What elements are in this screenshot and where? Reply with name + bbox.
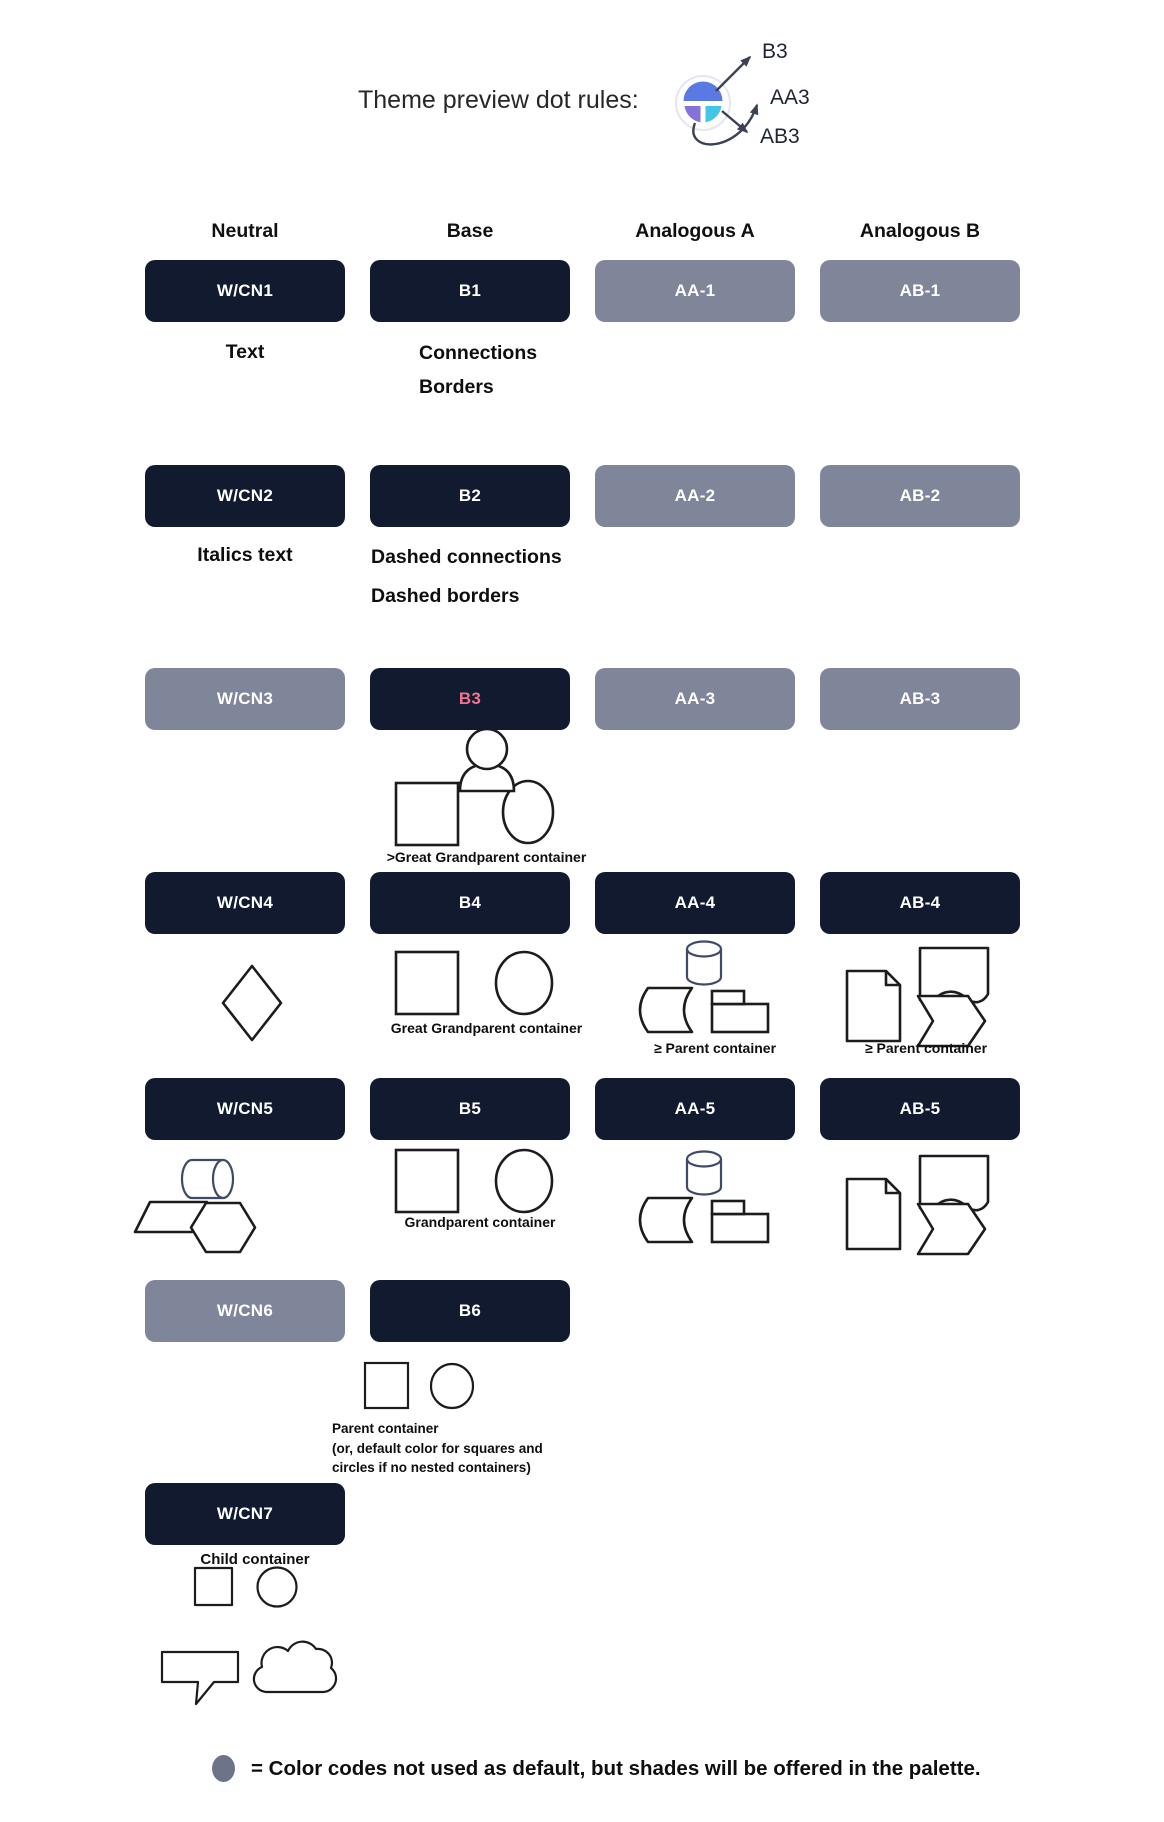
square-shape <box>396 783 458 845</box>
swatch-wcn1: W/CN1 <box>145 260 345 322</box>
aa5-cylinder-stored-data-rectangles <box>640 1152 768 1243</box>
swatch-b1: B1 <box>370 260 570 322</box>
wcn7-shapes <box>162 1568 336 1705</box>
swatch-wcn4: W/CN4 <box>145 872 345 934</box>
legend-text: = Color codes not used as default, but shades will be offered in the palette. <box>251 1756 981 1780</box>
b3-person-square-ellipse-shapes <box>396 729 553 845</box>
caption-ge-parent-aa: ≥ Parent container <box>653 1040 777 1056</box>
dot-label-b3: B3 <box>762 40 788 63</box>
page-title: Theme preview dot rules: <box>358 86 639 114</box>
note-italics-text: Italics text <box>197 544 293 566</box>
note-dashed-borders: Dashed borders <box>371 585 520 607</box>
b6-square-circle-shapes <box>365 1363 473 1408</box>
column-header-analogous-a: Analogous A <box>635 220 755 242</box>
note-text: Text <box>225 341 265 363</box>
speech-bubble-shape <box>162 1652 238 1704</box>
note-connections: Connections <box>419 342 538 364</box>
caption-great-grandparent-arrow: >Great Grandparent container <box>386 849 587 865</box>
b5-square-ellipse-shapes <box>396 1150 552 1212</box>
gray-dot-icon <box>212 1755 235 1782</box>
hexagon-shape <box>191 1203 255 1252</box>
legend <box>212 1755 981 1782</box>
arrow-to-ab3 <box>722 111 747 132</box>
swatch-aa2: AA-2 <box>595 465 795 527</box>
swatch-ab3: AB-3 <box>820 668 1020 730</box>
caption-parent-line2: (or, default color for squares and <box>332 1440 543 1456</box>
caption-grandparent: Grandparent container <box>404 1214 556 1230</box>
cloud-shape <box>254 1642 336 1692</box>
note-borders: Borders <box>419 376 494 398</box>
swatch-ab1: AB-1 <box>820 260 1020 322</box>
swatch-b4: B4 <box>370 872 570 934</box>
swatch-ab5: AB-5 <box>820 1078 1020 1140</box>
caption-great-grandparent: Great Grandparent container <box>390 1020 583 1036</box>
wcn5-shapes <box>135 1160 255 1252</box>
ab5-page-document-chevron <box>847 1156 988 1254</box>
small-circle-shape <box>258 1568 297 1607</box>
small-square-shape <box>195 1568 232 1605</box>
swatch-wcn7: W/CN7 <box>145 1483 345 1545</box>
swatch-aa1: AA-1 <box>595 260 795 322</box>
caption-parent-line1: Parent container <box>332 1421 439 1436</box>
swatch-b3: B3 <box>370 668 570 730</box>
column-header-analogous-b: Analogous B <box>859 220 981 242</box>
caption-parent-container <box>332 1419 543 1478</box>
caption-ge-parent-ab: ≥ Parent container <box>864 1040 988 1056</box>
column-header-neutral: Neutral <box>211 220 279 242</box>
swatch-wcn3: W/CN3 <box>145 668 345 730</box>
dot-label-aa3: AA3 <box>770 86 810 109</box>
swatch-b6: B6 <box>370 1280 570 1342</box>
swatch-b5: B5 <box>370 1078 570 1140</box>
caption-child: Child container <box>200 1551 310 1568</box>
swatch-ab4: AB-4 <box>820 872 1020 934</box>
swatch-wcn6: W/CN6 <box>145 1280 345 1342</box>
person-head-shape <box>467 729 507 769</box>
horizontal-cylinder-shape <box>182 1160 233 1198</box>
swatch-b2: B2 <box>370 465 570 527</box>
swatch-wcn2: W/CN2 <box>145 465 345 527</box>
swatch-ab2: AB-2 <box>820 465 1020 527</box>
ab4-page-document-chevron <box>847 948 988 1046</box>
swatch-aa3: AA-3 <box>595 668 795 730</box>
aa4-cylinder-stored-data-rectangles <box>640 942 768 1033</box>
note-dashed-connections: Dashed connections <box>371 546 562 568</box>
swatch-aa5: AA-5 <box>595 1078 795 1140</box>
dot-label-ab3: AB3 <box>760 125 800 148</box>
b4-square-ellipse-shapes <box>396 952 552 1014</box>
swatch-wcn5: W/CN5 <box>145 1078 345 1140</box>
column-header-base: Base <box>446 220 494 242</box>
arrow-to-b3 <box>716 57 750 91</box>
caption-parent-line3: circles if no nested containers) <box>332 1460 531 1475</box>
wcn4-diamond-shape <box>223 966 281 1040</box>
swatch-aa4: AA-4 <box>595 872 795 934</box>
